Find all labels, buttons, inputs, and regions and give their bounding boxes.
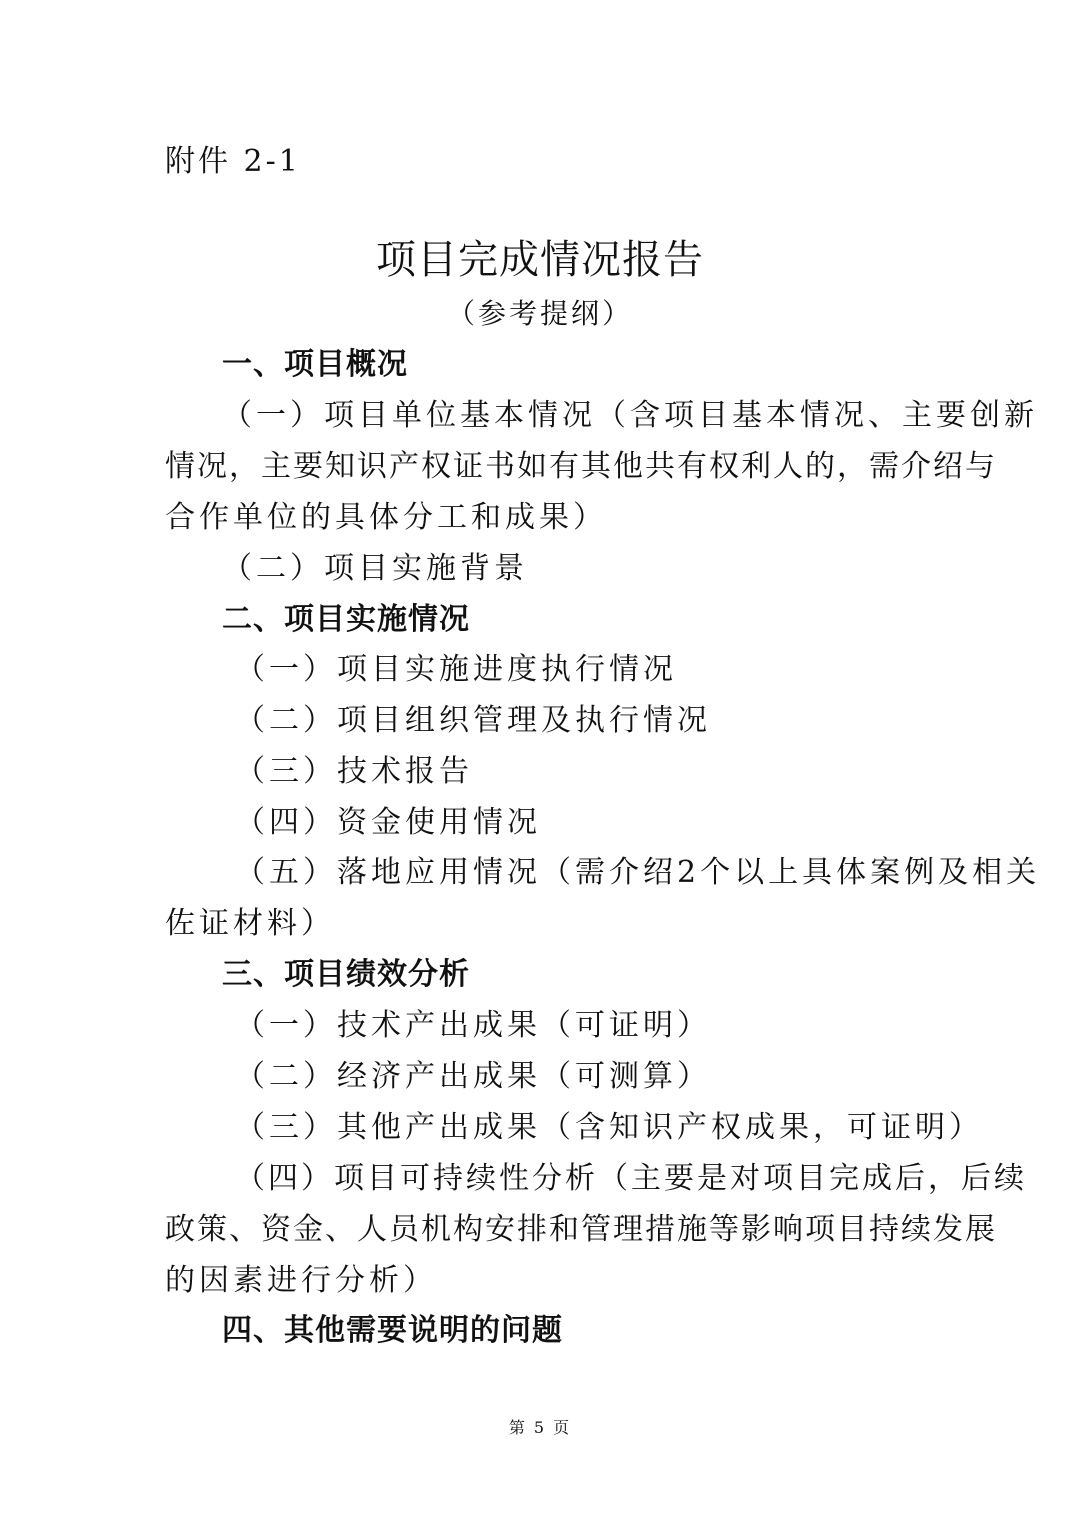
paragraph-line: 情况，主要知识产权证书如有其他共有权利人的，需介绍与 <box>165 449 997 484</box>
report-subtitle: （参考提纲） <box>446 297 633 330</box>
subsection-item: （一）项目实施进度执行情况 <box>235 652 677 687</box>
paragraph-line: （五）落地应用情况（需介绍2个以上具体案例及相关 <box>235 855 1041 890</box>
section-heading-4: 四、其他需要说明的问题 <box>222 1313 563 1348</box>
paragraph-line: 的因素进行分析） <box>165 1263 437 1298</box>
subsection-item: （二）项目实施背景 <box>222 551 528 586</box>
paragraph-line: （一）项目单位基本情况（含项目基本情况、主要创新 <box>222 398 1038 433</box>
paragraph-line: 佐证材料） <box>165 906 335 941</box>
section-heading-2: 二、项目实施情况 <box>222 602 470 637</box>
report-title: 项目完成情况报告 <box>376 237 704 283</box>
paragraph-line: 合作单位的具体分工和成果） <box>165 500 607 535</box>
page-number: 第 5 页 <box>508 1418 572 1437</box>
section-heading-1: 一、项目概况 <box>222 347 408 382</box>
attachment-label: 附件 2-1 <box>165 144 301 179</box>
subsection-item: （四）资金使用情况 <box>235 805 541 840</box>
subsection-item: （一）技术产出成果（可证明） <box>235 1008 711 1043</box>
subsection-item: （二）经济产出成果（可测算） <box>235 1059 711 1094</box>
paragraph-line: （四）项目可持续性分析（主要是对项目完成后，后续 <box>235 1161 1027 1196</box>
subsection-item: （二）项目组织管理及执行情况 <box>235 703 711 738</box>
subsection-item: （三）其他产出成果（含知识产权成果，可证明） <box>235 1110 983 1145</box>
subsection-item: （三）技术报告 <box>235 754 473 789</box>
section-heading-3: 三、项目绩效分析 <box>222 957 470 992</box>
paragraph-line: 政策、资金、人员机构安排和管理措施等影响项目持续发展 <box>165 1212 997 1247</box>
